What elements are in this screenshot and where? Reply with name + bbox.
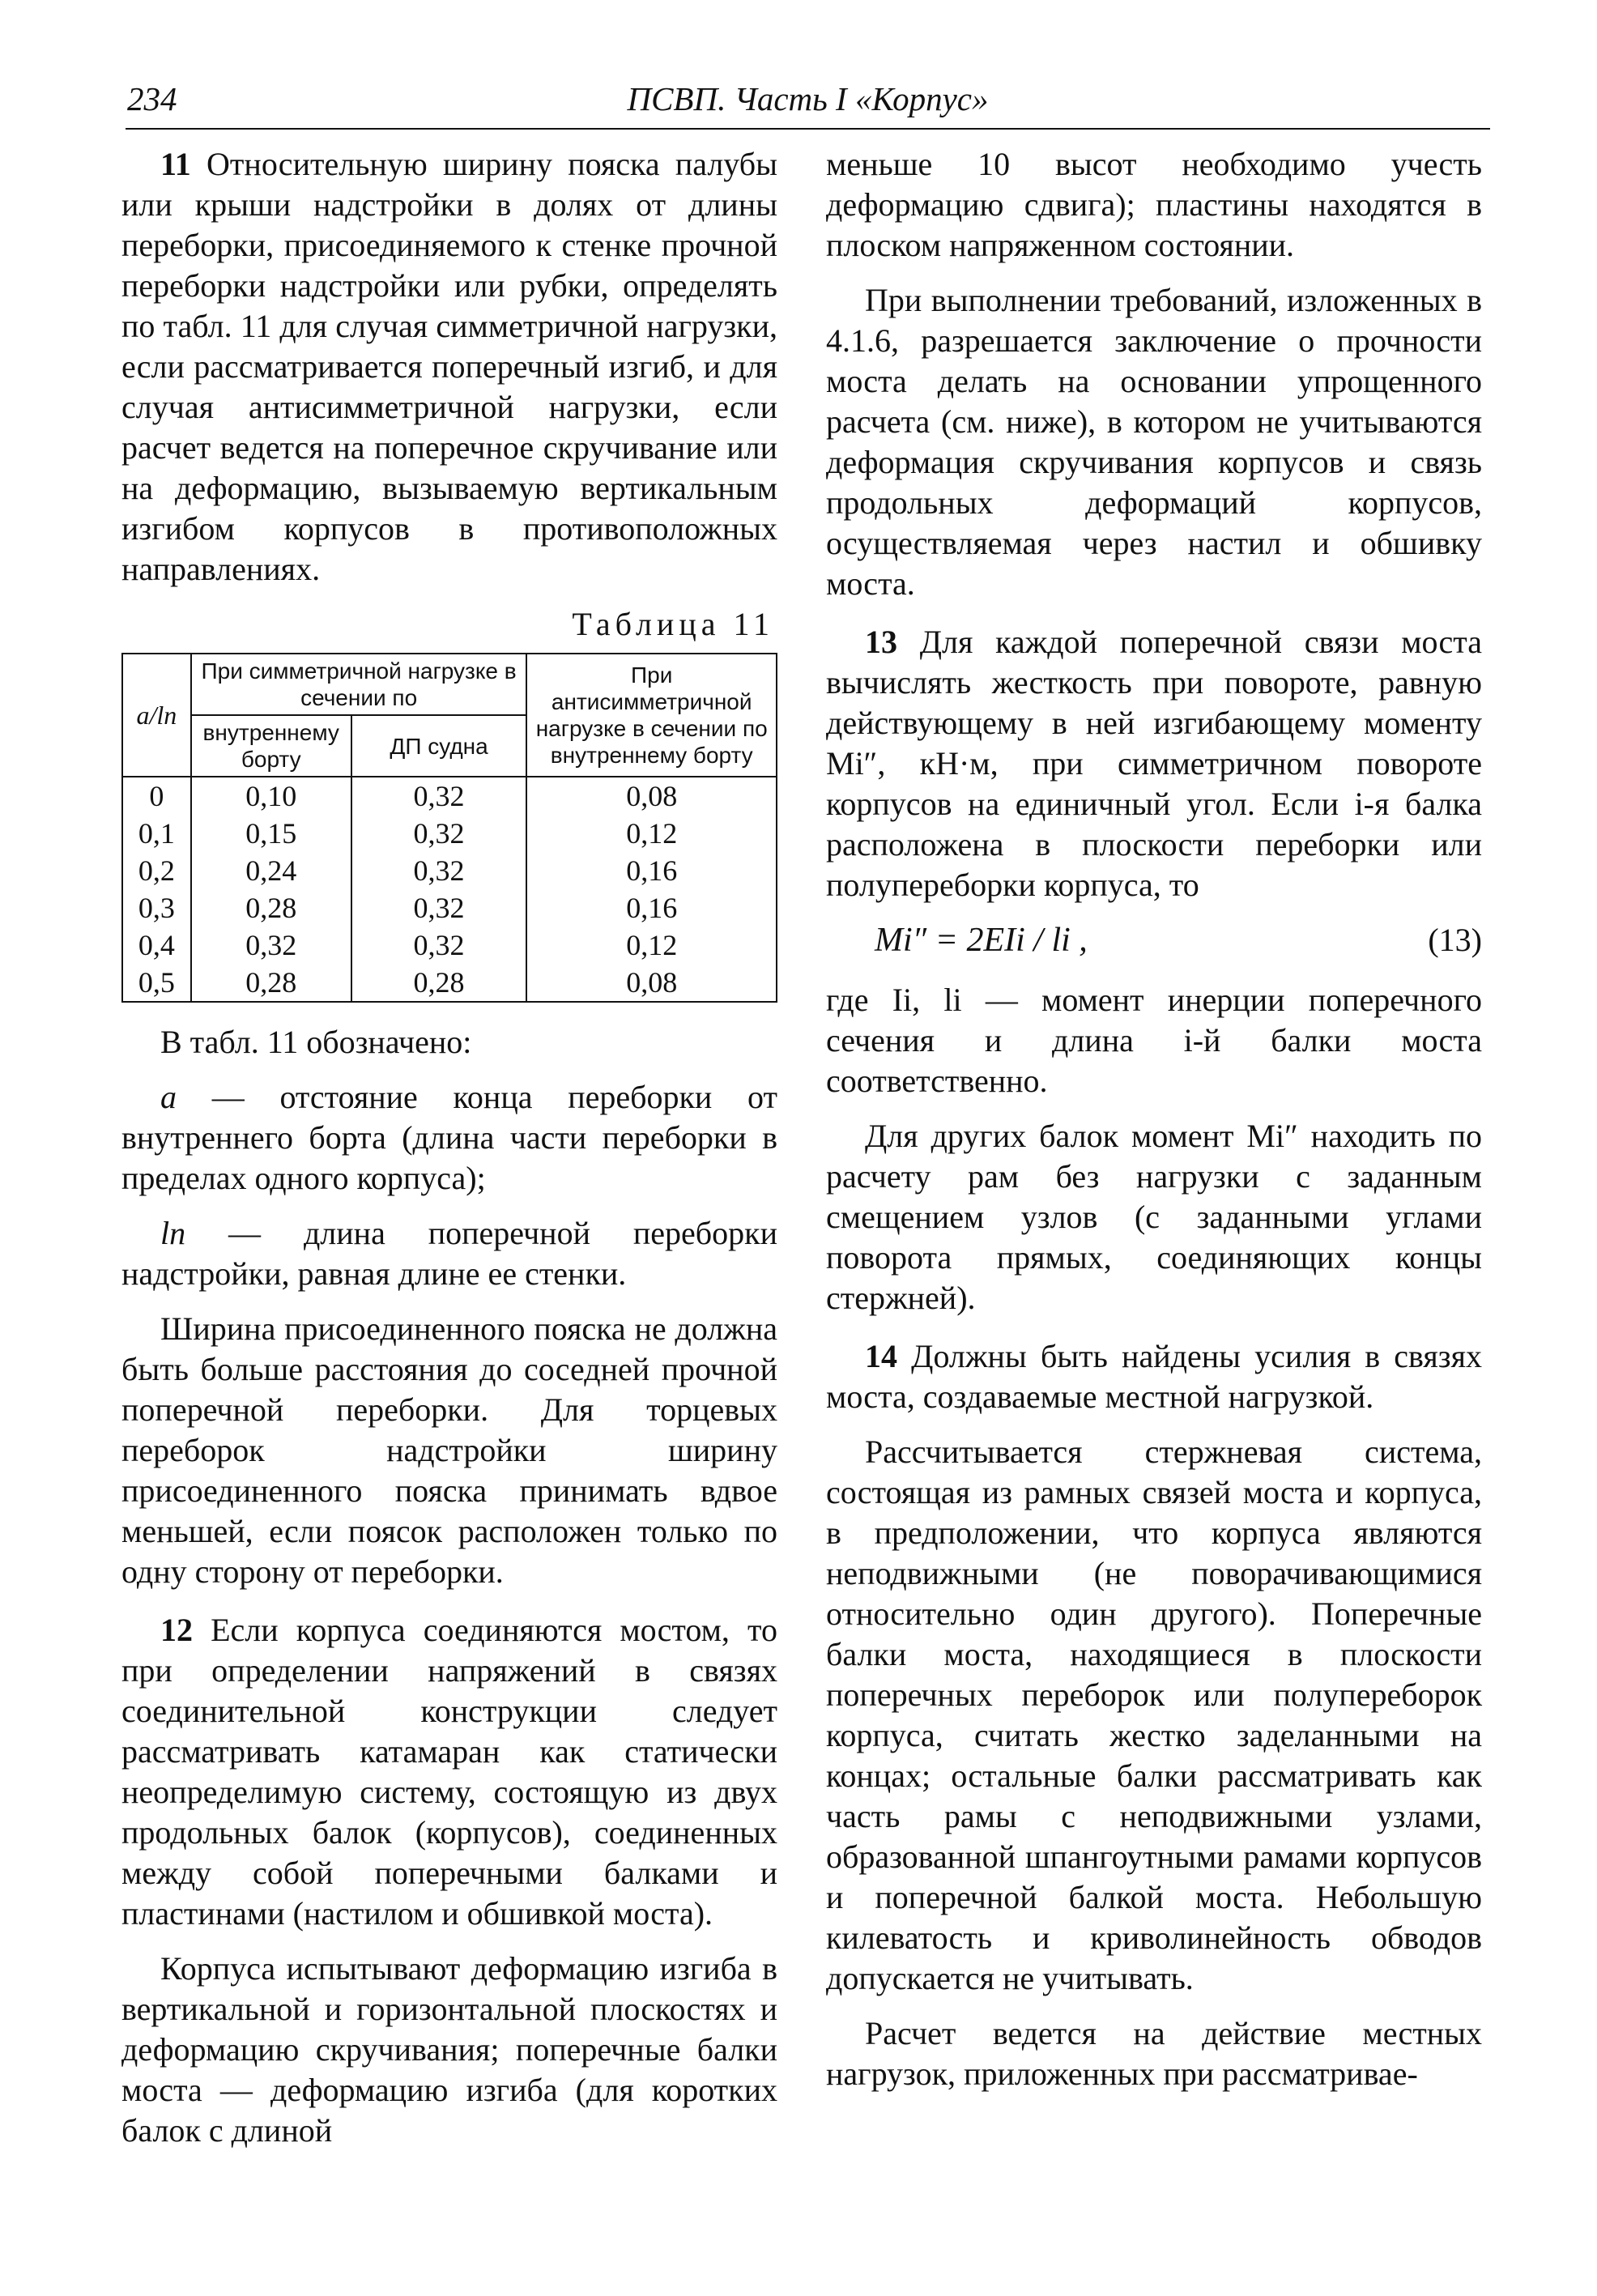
table-row [122,926,777,964]
running-title: ПСВП. Часть I «Корпус» [627,80,989,117]
table-row [122,815,777,852]
table-cell: 0,3 [122,889,191,926]
table-row [122,889,777,926]
paragraph-number: 14 [865,1338,897,1374]
table-cell: 0,08 [526,964,777,1002]
table-cell: 0,32 [351,889,527,926]
column-header-symmetric: При симметричной нагрузке в сечении по [191,654,527,715]
table-cell: 0,12 [526,815,777,852]
paragraph-deformation-start: Корпуса испытывают деформацию изгиба в вертикальной и горизонтальной плоскостях и деформацию скручивания; поперечные балки моста — деформацию изгиба (для коротких балок с длиной [121,1950,777,2149]
table-caption: Таблица 11 [572,606,774,642]
table-cell: 0,08 [526,777,777,815]
table-cell: 0,32 [351,777,527,815]
denotation-intro: В табл. 11 обозначено: [160,1024,472,1060]
paragraph-where: где Ii, li — момент инерции поперечного сечения и длина i-й балки моста соответственно. [826,982,1482,1099]
paragraph-deformation-end: меньше 10 высот необходимо учесть деформацию сдвига); пластины находятся в плоском напряженном состоянии. [826,146,1482,263]
paragraph-flange-width: Ширина присоединенного пояска не должна быть больше расстояния до соседней прочной поперечной переборки. Для торцевых переборок надстройки ширину присоединенного пояска принимать вдвое меньшей, если поясок расположен только по одну сторону от переборки. [121,1310,777,1590]
table-cell: 0,16 [526,889,777,926]
paragraph-number: 11 [160,146,191,182]
flange-width-table [121,653,777,1003]
column-header-inner-side: внутреннему борту [191,715,351,777]
paragraph-requirements: При выполнении требований, изложенных в 4.1.6, разрешается заключение о прочности моста делать на основании упрощенного расчета (см. ниже), в котором не учитываются деформация скручивания корпусов и связь продольных деформаций корпусов, осуществляемая через настил и обшивку моста. [826,282,1482,602]
table-row [122,777,777,815]
paragraph-11 [121,144,777,590]
table-cell: 0,12 [526,926,777,964]
denotation-text: — длина поперечной переборки надстройки, равная длине ее стенки. [121,1215,777,1292]
table-cell: 0,15 [191,815,351,852]
paragraph-text: Должны быть найдены усилия в связях моста, создаваемые местной нагрузкой. [826,1338,1482,1415]
page-number: 234 [127,80,177,117]
paragraph-text: Относительную ширину пояска палубы или крыши надстройки в долях от длины переборки, присоединяемого к стенке прочной переборки надстройки или рубки, определять по табл. 11 для случая симметричной нагрузки, если рассматривается поперечный изгиб, и для случая антисимметричной нагрузки, если расчет ведется на поперечное скручивание или на деформацию, вызываемую вертикальным изгибом корпусов в противоположных направлениях. [121,146,777,587]
right-column [826,144,1482,2109]
table-cell: 0,16 [526,852,777,889]
left-column [121,144,777,2166]
equation-number: (13) [1428,922,1482,958]
table-cell: 0,1 [122,815,191,852]
running-head [126,79,1490,130]
table-cell: 0,28 [351,964,527,1002]
table-cell: 0,28 [191,964,351,1002]
formula-expression: Mi″ = 2EIi / li , [875,922,1088,959]
denotation-a [121,1077,777,1199]
paragraph-local-loads: Расчет ведется на действие местных нагрузок, приложенных при рассматривае- [826,2015,1482,2092]
paragraph-number: 12 [160,1612,193,1648]
table-cell: 0,32 [191,926,351,964]
table-cell: 0,4 [122,926,191,964]
column-header-ratio: a/lп [122,654,191,777]
paragraph-text: Для каждой поперечной связи моста вычислять жесткость при повороте, равную действующему в ней изгибающему моменту Mi″, кН·м, при симметричном повороте корпусов на единичный угол. Если i-я балка расположена в плоскости переборки или полупереборки корпуса, то [826,624,1482,903]
table-cell: 0,10 [191,777,351,815]
paragraph-calculation: Рассчитывается стержневая система, состоящая из рамных связей моста и корпуса, в предположении, что корпуса являются неподвижными (не поворачивающимися относительно один другого). Поперечные балки моста, находящиеся в плоскости поперечных переборок или полупереборок корпуса, считать жестко заделанными на концах; остальные балки рассматривать как часть рамы с неподвижными узлами, образованной шпангоутными рамами корпусов и поперечной балкой моста. Небольшую килеватость и криволинейность обводов допускается не учитывать. [826,1433,1482,1996]
table-cell: 0,2 [122,852,191,889]
denotation-text: — отстояние конца переборки от внутреннего борта (длина части переборки в пределах одного корпуса); [121,1079,777,1196]
column-header-antisymmetric: При антисимметричной нагрузке в сечении по внутреннему борту [526,654,777,777]
table-cell: 0,32 [351,852,527,889]
table-cell: 0,32 [351,815,527,852]
table-row [122,964,777,1002]
paragraph-13 [826,622,1482,905]
table-row [122,852,777,889]
denotation-l [121,1213,777,1294]
table-cell: 0,24 [191,852,351,889]
table-cell: 0,28 [191,889,351,926]
column-header-centerline: ДП судна [351,715,527,777]
paragraph-other-beams: Для других балок момент Mi″ находить по расчету рам без нагрузки с заданным смещением узлов (с заданными углами поворота прямых, соединяющих концы стержней). [826,1118,1482,1316]
symbol-l: lп [160,1215,186,1251]
paragraph-14 [826,1336,1482,1417]
paragraph-12 [121,1610,777,1934]
table-cell: 0,5 [122,964,191,1002]
symbol-a: a [160,1079,177,1115]
paragraph-text: Если корпуса соединяются мостом, то при определении напряжений в связях соединительной конструкции следует рассматривать катамаран как статически неопределимую систему, состоящую из двух продольных балок (корпусов), соединенных между собой поперечными балками и пластинами (настилом и обшивкой моста). [121,1612,777,1932]
table-cell: 0 [122,777,191,815]
paragraph-number: 13 [865,624,897,660]
table-cell: 0,32 [351,926,527,964]
formula-13 [826,920,1482,969]
